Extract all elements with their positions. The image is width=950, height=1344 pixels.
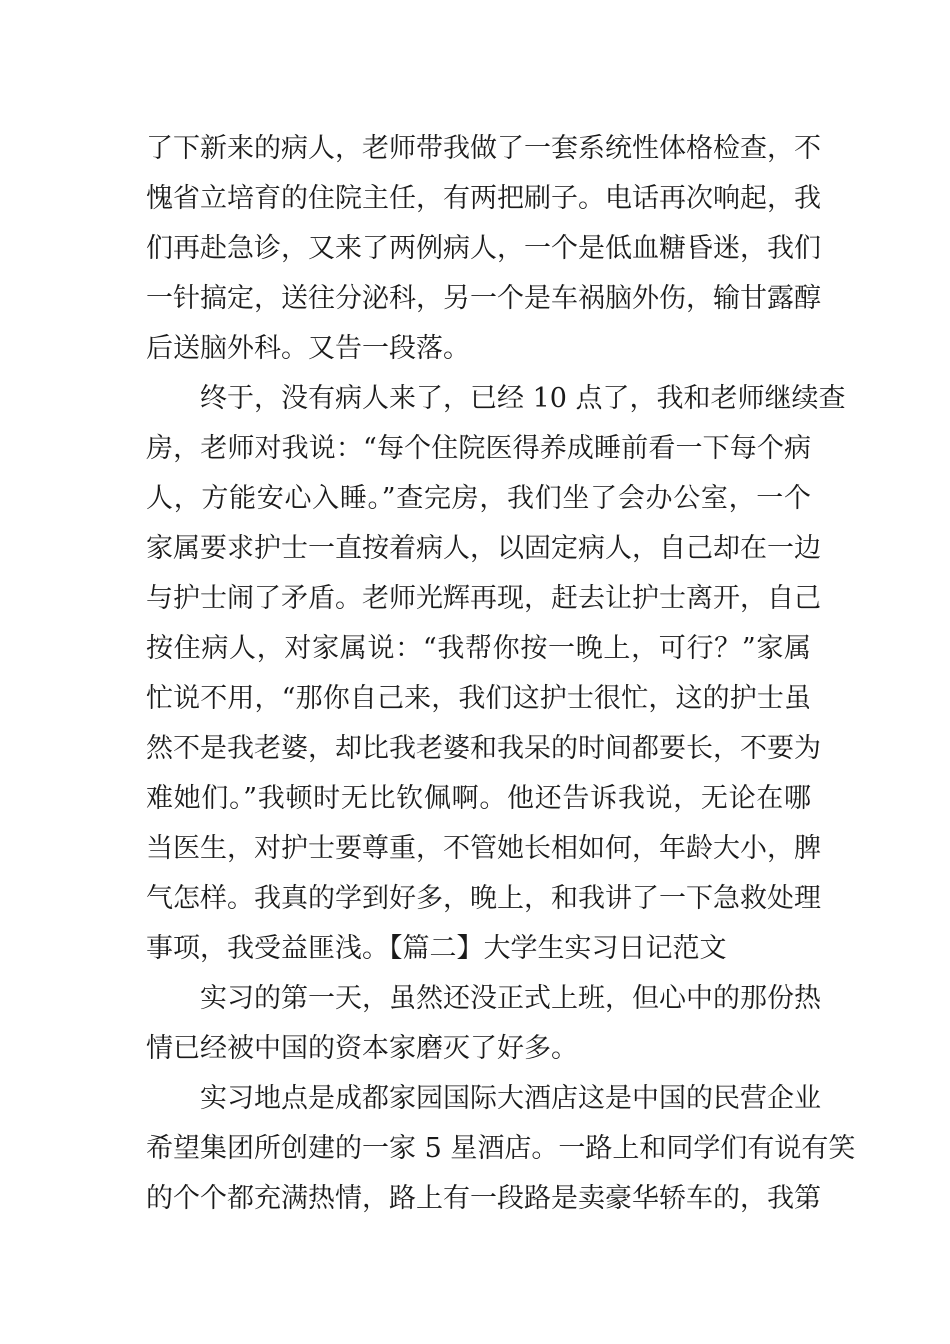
text-line: 按住病人，对家属说：“我帮你按一晚上，可行？”家属 bbox=[146, 633, 811, 664]
text-line: 了下新来的病人，老师带我做了一套系统性体格检查，不 bbox=[146, 133, 821, 164]
text-line: 的个个都充满热情，路上有一段路是卖豪华轿车的，我第 bbox=[146, 1183, 821, 1214]
text-line: 们再赴急诊，又来了两例病人，一个是低血糖昏迷，我们 bbox=[146, 233, 821, 264]
text-line: 气怎样。我真的学到好多，晚上，和我讲了一下急救处理 bbox=[146, 883, 821, 914]
text-line: 后送脑外科。又告一段落。 bbox=[146, 333, 470, 364]
text-line: 然不是我老婆，却比我老婆和我呆的时间都要长，不要为 bbox=[146, 733, 821, 764]
text-line: 愧省立培育的住院主任，有两把刷子。电话再次响起，我 bbox=[146, 183, 821, 214]
document-body bbox=[146, 124, 856, 1224]
text-line: 终于，没有病人来了，已经 10 点了，我和老师继续查 bbox=[200, 383, 846, 414]
text-line: 家属要求护士一直按着病人，以固定病人，自己却在一边 bbox=[146, 533, 821, 564]
text-line: 实习地点是成都家园国际大酒店这是中国的民营企业 bbox=[200, 1083, 821, 1114]
text-line: 与护士闹了矛盾。老师光辉再现，赶去让护士离开，自己 bbox=[146, 583, 821, 614]
text-line: 一针搞定，送往分泌科，另一个是车祸脑外伤，输甘露醇 bbox=[146, 283, 821, 314]
text-line: 难她们。”我顿时无比钦佩啊。他还告诉我说，无论在哪 bbox=[146, 783, 811, 814]
text-line: 实习的第一天，虽然还没正式上班，但心中的那份热 bbox=[200, 983, 821, 1014]
text-line: 事项，我受益匪浅。【篇二】大学生实习日记范文 bbox=[146, 933, 727, 964]
text-line: 当医生，对护士要尊重，不管她长相如何，年龄大小，脾 bbox=[146, 833, 821, 864]
text-line: 人，方能安心入睡。”查完房，我们坐了会办公室，一个 bbox=[146, 483, 811, 514]
text-line: 忙说不用，“那你自己来，我们这护士很忙，这的护士虽 bbox=[146, 683, 811, 714]
text-line: 房，老师对我说：“每个住院医得养成睡前看一下每个病 bbox=[146, 433, 811, 464]
text-line: 希望集团所创建的一家 5 星酒店。一路上和同学们有说有笑 bbox=[146, 1133, 856, 1164]
text-line: 情已经被中国的资本家磨灭了好多。 bbox=[146, 1033, 578, 1064]
